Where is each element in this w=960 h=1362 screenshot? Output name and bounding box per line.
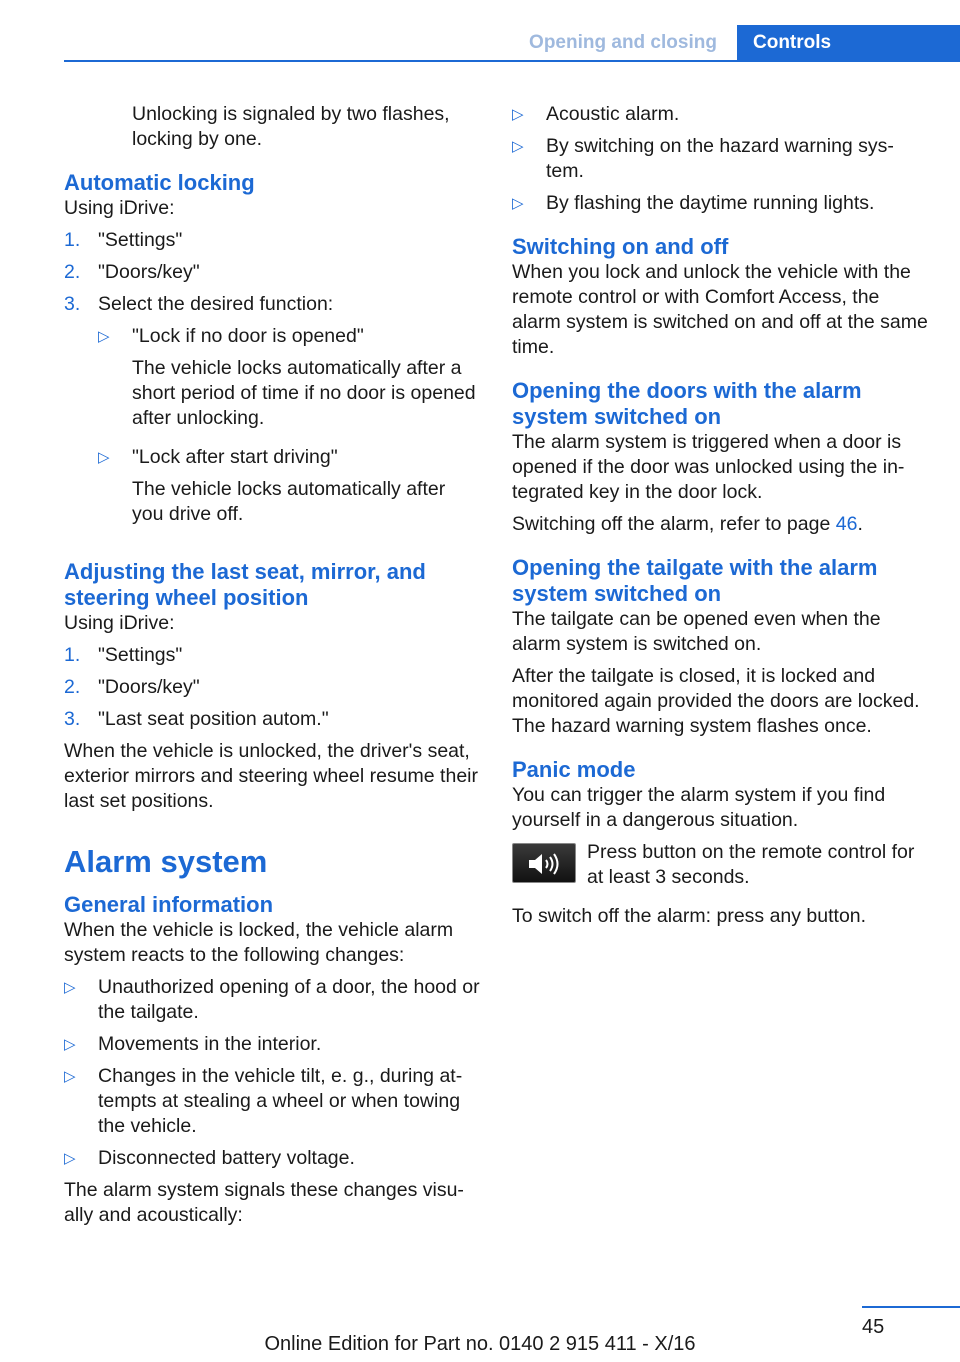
edition-text: Online Edition for Part no. 0140 2 915 411 - X/16 — [264, 1333, 696, 1355]
heading-opening-tailgate: Opening the tailgate with the alarm system switched on — [512, 555, 878, 606]
list-item: ▷ Changes in the vehicle tilt, e. g., during at-tempts at stealing a wheel or when towing the vehicle. — [64, 1065, 463, 1137]
footer-rule — [862, 1306, 960, 1308]
general-body: When the vehicle is locked, the vehicle alarm system reacts to the following changes: — [64, 919, 454, 966]
panic-button-row — [512, 840, 930, 890]
alarm-changes-list — [64, 975, 482, 1171]
seat-position-steps — [64, 643, 482, 732]
speaker-icon — [512, 843, 576, 883]
list-item: ▷ "Lock if no door is opened" The vehicle locks automatically after a short period of time if no door is opened after unlocking. — [98, 324, 482, 438]
heading-general-information: General information — [64, 892, 274, 917]
list-item: ▷ By flashing the daytime running lights. — [512, 192, 875, 214]
heading-automatic-locking: Automatic locking — [64, 170, 255, 195]
list-item: 3. Select the desired function: ▷ "Lock if no door is opened" The vehicle locks automatically after a short period of time if no door is opened after unlocking. ▷ "Lock after start driving" The vehicle locks automatically after you drive off. — [64, 292, 482, 541]
heading-switching-on-off: Switching on and off — [512, 234, 729, 259]
header-chapter-tab[interactable]: Controls — [737, 25, 960, 62]
tailgate-body-1: The tailgate can be opened even when the alarm system is switched on. — [512, 608, 881, 655]
list-item: ▷ "Lock after start driving" The vehicle locks automatically after you drive off. — [98, 445, 482, 534]
using-idrive-text: Using iDrive: — [64, 612, 175, 634]
header-section-title: Opening and closing — [529, 32, 717, 53]
triangle-right-icon: ▷ — [98, 449, 110, 466]
using-idrive-text: Using iDrive: — [64, 197, 175, 219]
triangle-right-icon: ▷ — [512, 138, 524, 155]
page-reference-link[interactable]: 46 — [835, 513, 858, 535]
list-item: ▷ Acoustic alarm. — [512, 103, 680, 125]
list-item: ▷ Unauthorized opening of a door, the hood or the tailgate. — [64, 976, 480, 1023]
heading-panic-mode: Panic mode — [512, 757, 636, 782]
doors-reference: Switching off the alarm, refer to page 46. — [512, 513, 863, 535]
seat-position-body: When the vehicle is unlocked, the driver's seat, exterior mirrors and steering wheel resume their last set positions. — [64, 740, 478, 812]
signals-text: The alarm system signals these changes visu-ally and acoustically: — [64, 1179, 464, 1226]
auto-locking-steps — [64, 228, 482, 541]
triangle-right-icon: ▷ — [64, 1068, 76, 1085]
page-number: 45 — [862, 1316, 885, 1338]
panic-body: You can trigger the alarm system if you find yourself in a dangerous situation. — [512, 784, 886, 831]
list-item: 1. "Settings" — [64, 644, 183, 666]
triangle-right-icon: ▷ — [64, 1150, 76, 1167]
auto-locking-options — [98, 324, 482, 534]
tailgate-body-2: After the tailgate is closed, it is locked and monitored again provided the doors are locked. The hazard warning system flashes once. — [512, 665, 920, 737]
triangle-right-icon: ▷ — [64, 1036, 76, 1053]
signal-list — [512, 102, 930, 216]
triangle-right-icon: ▷ — [512, 106, 524, 123]
panic-button-text: Press button on the remote control for at least 3 seconds. — [587, 841, 915, 888]
triangle-right-icon: ▷ — [512, 195, 524, 212]
list-item: 1. "Settings" — [64, 229, 183, 251]
doors-body: The alarm system is triggered when a door is opened if the door was unlocked using the in-tegrated key in the door lock. — [512, 431, 905, 503]
triangle-right-icon: ▷ — [98, 328, 110, 345]
on-off-body: When you lock and unlock the vehicle with the remote control or with Comfort Access, the alarm system is switched on and off at the same time. — [512, 261, 928, 358]
list-item: 3. "Last seat position autom." — [64, 708, 329, 730]
heading-opening-doors: Opening the doors with the alarm system switched on — [512, 378, 862, 429]
list-item: 2. "Doors/key" — [64, 676, 200, 698]
left-column — [64, 102, 482, 1235]
header-rule — [64, 60, 960, 62]
right-column — [512, 102, 930, 936]
triangle-right-icon: ▷ — [64, 979, 76, 996]
list-item: 2. "Doors/key" — [64, 261, 200, 283]
heading-seat-position: Adjusting the last seat, mirror, and steering wheel position — [64, 559, 426, 610]
intro-text: Unlocking is signaled by two flashes, locking by one. — [132, 103, 450, 150]
list-item: ▷ Disconnected battery voltage. — [64, 1147, 355, 1169]
list-item: ▷ By switching on the hazard warning sys-tem. — [512, 135, 894, 182]
list-item: ▷ Movements in the interior. — [64, 1033, 322, 1055]
alarm-off-text: To switch off the alarm: press any button. — [512, 905, 867, 927]
heading-alarm-system: Alarm system — [64, 844, 268, 879]
